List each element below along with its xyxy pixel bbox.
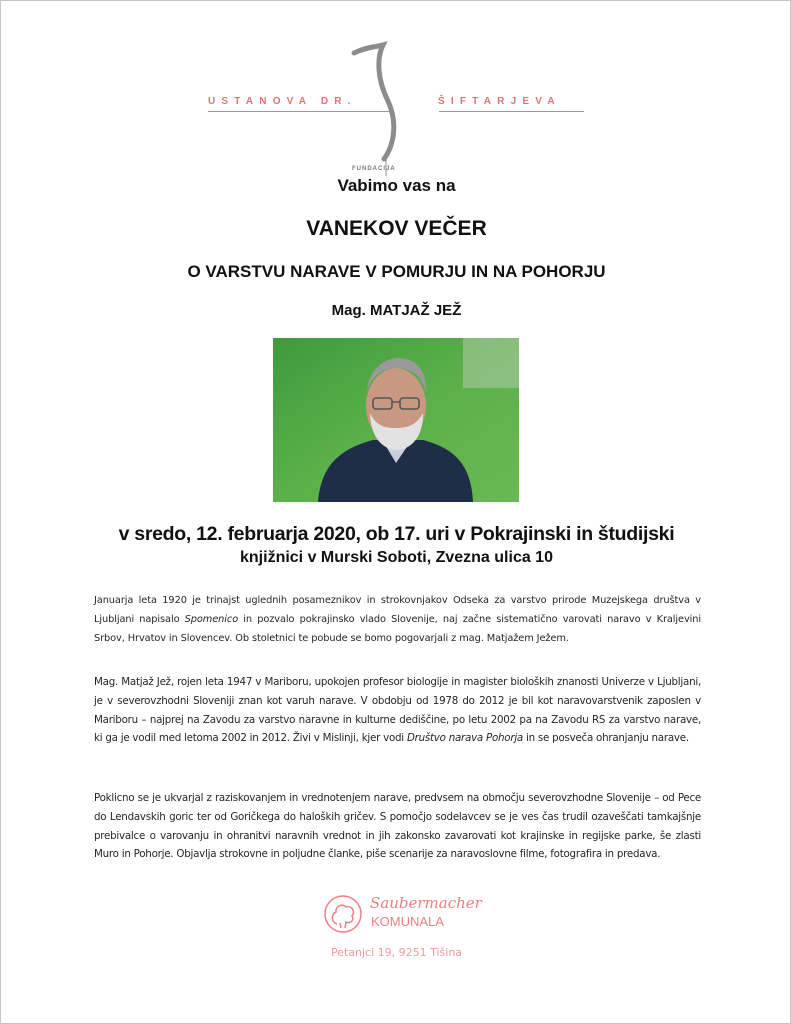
intro-text-b: in pozvalo pokrajinsko vlado Slovenije, naj začne sistematično varovati naravo v Kraljevini Srbov, Hrvatov in Slovencev. Ob stoletnici te pobude se bomo pogovarjali z mag. Matjažem Ježem. <box>94 614 701 644</box>
event-title: VANEKOV VEČER <box>306 217 487 240</box>
bio-text-em: Društvo narava Pohorja <box>406 732 523 745</box>
logo-underline-right <box>439 111 584 112</box>
sponsor-address: Petanjci 19, 9251 Tišina <box>330 946 463 959</box>
paragraph-bio <box>94 673 701 748</box>
intro-text-a: Januarja leta 1920 je trinajst uglednih posameznikov in strokovnjakov Odseka za varstvo prirode Muzejskega društva v Ljubljani napisalo <box>94 595 701 625</box>
bio-text-b: in se posveča ohranjanju narave. <box>523 732 689 745</box>
foundation-logo <box>206 41 591 181</box>
sponsor-tree-icon <box>323 894 363 934</box>
logo-swirl-icon <box>346 41 416 176</box>
sponsor-sub: KOMUNALA <box>371 914 444 929</box>
event-subtitle: O VARSTVU NARAVE V POMURJU IN NA POHORJU <box>187 262 606 281</box>
invite-line: Vabimo vas na <box>337 176 456 195</box>
intro-text-em: Spomenico <box>184 614 239 625</box>
bio-text-a: Mag. Matjaž Jež, rojen leta 1947 v Mariboru, upokojen profesor biologije in magister bioloških znanosti Univerze v Ljubljani, je v severovzhodni Sloveniji znan kot varuh narave. V obdobju od 1978 do 2012 je bil kot naravovarstvenik zaposlen v Mariboru – najprej na Zavodu za varstvo naravne in kulturne dediščine, po letu 2002 pa na Zavodu RS za varstvo narave, ki ga je vodil med letoma 2002 in 2012. Živi v Mislinji, kjer vodi <box>94 676 701 745</box>
event-datetime: v sredo, 12. februarja 2020, ob 17. uri v Pokrajinski in študijski <box>118 523 675 545</box>
logo-right-text: ŠIFTARJEVA <box>438 96 561 107</box>
logo-sub-text: FUNDACIJA <box>352 166 396 172</box>
paragraph-career: Poklicno se je ukvarjal z raziskovanjem in vrednotenjem narave, predvsem na območju severovzhodne Slovenije – od Pece do Lendavskih goric ter od Goričkega do haloških gričev. S pomočjo sodelavcev se je ves čas trudil ozaveščati tamkajšnje prebivalce o varovanju in ohranitvi naravnih vrednot in jih zakonsko zavarovati kot krajinske in regijske parke, še zlasti Muro in Pohorje. Objavlja strokovne in poljudne članke, piše scenarije za naravoslovne filme, fotografira in predava. <box>94 792 701 861</box>
paragraph-intro <box>94 591 701 648</box>
sponsor-logo <box>323 894 483 934</box>
speaker-name: Mag. MATJAŽ JEŽ <box>331 302 462 319</box>
logo-left-text: USTANOVA DR. <box>208 96 357 107</box>
sponsor-name: Saubermacher <box>370 894 482 912</box>
logo-underline-left <box>208 111 390 112</box>
event-location: knjižnici v Murski Soboti, Zvezna ulica 10 <box>240 549 553 566</box>
speaker-photo <box>273 338 519 502</box>
